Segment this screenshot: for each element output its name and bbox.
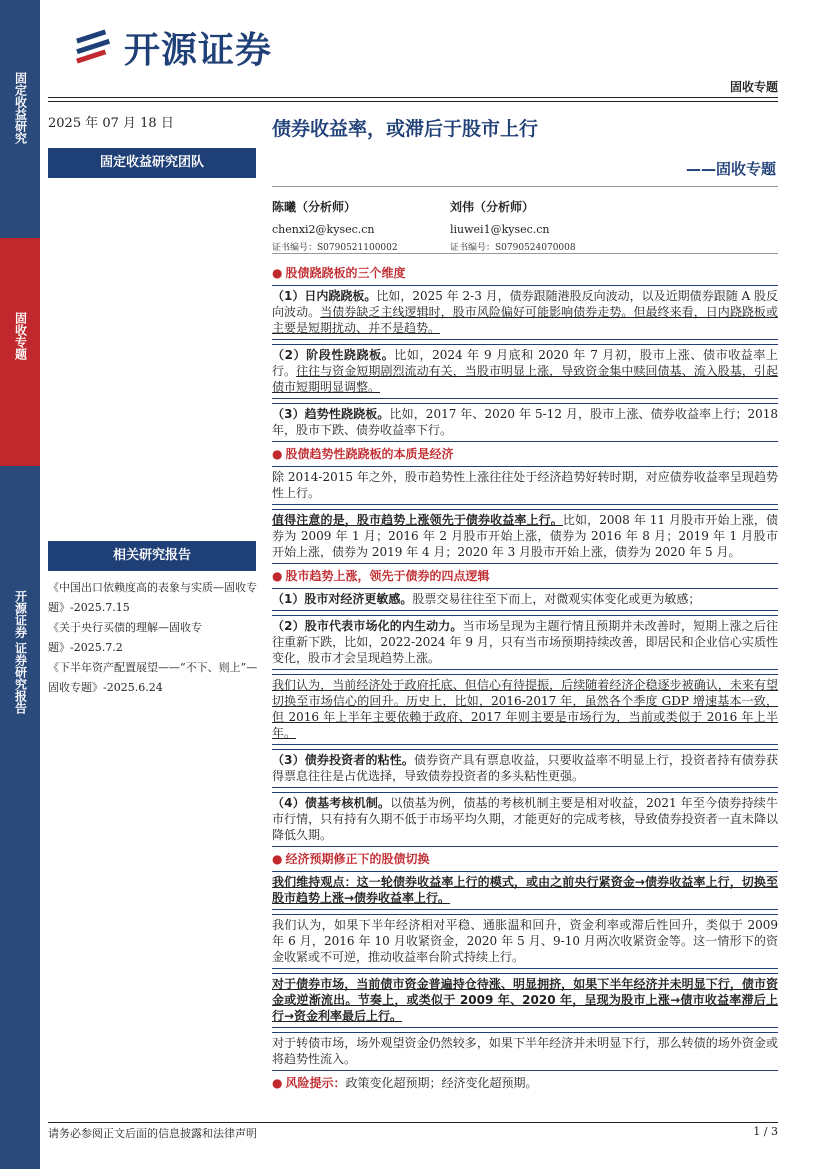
sidebar-label-fixed-income: 固定收益研究 bbox=[13, 72, 28, 144]
section-heading: ● 股市趋势上涨，领先于债券的四点逻辑 bbox=[272, 569, 490, 583]
title-rule bbox=[272, 186, 778, 187]
analyst-cert: 证书编号：S0790521100002 bbox=[272, 243, 398, 253]
left-sidebar bbox=[0, 0, 40, 1169]
paragraph: （4）债基考核机制。以债基为例，债基的考核机制主要是相对收益，2021 年至今债券持续牛市行情，只有持有久期不低于市场平均久期，才能更好的完成考核，导致债券投资者一直未降以降低久期。 bbox=[272, 792, 778, 847]
company-logo bbox=[72, 22, 272, 73]
analyst-card bbox=[272, 198, 398, 253]
main-content bbox=[272, 262, 778, 1091]
paragraph: （3）债券投资者的粘性。债券资产具有票息收益，只要收益率不明显上行，投资者持有债券获得票息往往是占优选择，导致债券投资者的多头粘性更强。 bbox=[272, 749, 778, 788]
paragraph: 对于转债市场，场外观望资金仍然较多，如果下半年经济并未明显下行，那么转债的场外资金或将趋势性流入。 bbox=[272, 1032, 778, 1071]
related-report-link[interactable]: 《关于央行买债的理解—固收专题》-2025.7.2 bbox=[48, 621, 202, 654]
paragraph: （2）阶段性跷跷板。比如，2024 年 9 月底和 2020 年 7 月初，股市上涨、债市收益率上行。往往与资金短期剧烈流动有关，当股市明显上涨，导致资金集中赎回债基、流入股基，引起债市短期明显调整。 bbox=[272, 344, 778, 399]
paragraph: 值得注意的是，股市趋势上涨领先于债券收益率上行。比如，2008 年 11 月股市开始上涨，债券为 2009 年 1 月；2016 年 2 月股市开始上涨，债券为 2016 年 8 月；2019 年 1 月股市开始上涨，债券为 2019 年 4 月；2020 年 3 月股市开始上涨，债券为 2020 年 5 月。 bbox=[272, 509, 778, 564]
related-report-link[interactable]: 《中国出口依赖度高的表象与实质—固收专题》-2025.7.15 bbox=[48, 581, 257, 614]
sidebar-label-topic: 固收专题 bbox=[13, 312, 28, 360]
section-heading: ● 经济预期修正下的股债切换 bbox=[272, 852, 430, 866]
analyst-email[interactable]: chenxi2@kysec.cn bbox=[272, 223, 375, 236]
paragraph: （3）趋势性跷跷板。比如，2017 年、2020 年 5-12 月，股市上涨、债券收益率上行；2018 年，股市下跌、债券收益率下行。 bbox=[272, 403, 778, 442]
section-heading: ● 股债趋势性跷跷板的本质是经济 bbox=[272, 447, 454, 461]
paragraph: （1）股市对经济更敏感。股票交易往往至下而上，对微观实体变化或更为敏感； bbox=[272, 588, 778, 611]
related-reports-list bbox=[48, 578, 260, 698]
analyst-email[interactable]: liuwei1@kysec.cn bbox=[450, 223, 550, 236]
paragraph: 我们认为，如果下半年经济相对平稳、通胀温和回升，资金利率或滞后性回升，类似于 2009 年 6 月，2016 年 10 月收紧资金，2020 年 5 月、9-10 月两次收紧资金等。这一情形下的资金收紧或不可逆，推动收益率台阶式持续上行。 bbox=[272, 914, 778, 969]
paragraph: 除 2014-2015 年之外，股市趋势性上涨往往处于经济趋势好转时期，对应债券收益率呈现趋势性上行。 bbox=[272, 466, 778, 505]
logo-text: 开源证券 bbox=[124, 30, 273, 71]
report-date: 2025 年 07 月 18 日 bbox=[48, 116, 174, 131]
paragraph: 我们维持观点：这一轮债券收益率上行的模式，或由之前央行紧资金→债券收益率上行，切换至股市趋势上涨→债券收益率上行。 bbox=[272, 871, 778, 910]
sidebar-label-report: 开源证券 证券研究报告 bbox=[13, 590, 28, 715]
header-rule bbox=[48, 97, 778, 98]
footer-disclaimer: 请务必参阅正文后面的信息披露和法律声明 bbox=[48, 1127, 257, 1140]
paragraph: 我们认为，当前经济处于政府托底、但信心有待提振，后续随着经济企稳逐步被确认，未来有望切换至市场信心的回升。历史上，比如，2016-2017 年，虽然各个季度 GDP 增速基本一致，但 2016 年上半年主要依赖于政府、2017 年则主要是市场行为，当前或类似于 2016 年上半年。 bbox=[272, 674, 778, 745]
footer-rule bbox=[48, 1122, 778, 1123]
related-report-link[interactable]: 《下半年资产配置展望——“不下、则上”—固收专题》-2025.6.24 bbox=[48, 661, 258, 694]
analyst-card bbox=[450, 198, 576, 253]
analyst-name: 陈曦（分析师） bbox=[272, 200, 357, 214]
paragraph: 对于债券市场，当前债市资金普遍持仓待涨、明显拥挤，如果下半年经济并未明显下行，债市资金或逆渐流出。节奏上，或类似于 2009 年、2020 年，呈现为股市上涨→债市收益率滞后上行→资金利率最后上行。 bbox=[272, 973, 778, 1028]
analyst-name: 刘伟（分析师） bbox=[450, 200, 535, 214]
section-heading: ● 股债跷跷板的三个维度 bbox=[272, 266, 406, 280]
analyst-cert: 证书编号：S0790524070008 bbox=[450, 243, 576, 253]
page-number: 1 / 3 bbox=[753, 1125, 778, 1138]
header-tag: 固收专题 bbox=[729, 80, 778, 94]
risk-note: ● 风险提示：政策变化超预期；经济变化超预期。 bbox=[272, 1076, 538, 1090]
analyst-rule bbox=[272, 253, 778, 254]
report-title: 债券收益率，或滞后于股市上行 bbox=[272, 118, 539, 140]
paragraph: （1）日内跷跷板。比如，2025 年 2-3 月，债券跟随港股反向波动，以及近期债券跟随 A 股反向波动。当债券缺乏主线逻辑时，股市风险偏好可能影响债券走势。但最终来看，日内跷跷板或主要是短期扰动、并不是趋势。 bbox=[272, 285, 778, 340]
paragraph: （2）股市代表市场化的内生动力。当市场呈现为主题行情且预期并未改善时，短期上涨之后往往重新下跌，比如，2022-2024 年 9 月，只有当市场预期持续改善，即居民和企业信心实质性变化，股市才会呈现趋势上涨。 bbox=[272, 615, 778, 670]
report-subtitle: ——固收专题 bbox=[685, 160, 776, 178]
header-rule-thin bbox=[48, 101, 778, 102]
team-badge: 固定收益研究团队 bbox=[48, 148, 256, 178]
related-reports-heading: 相关研究报告 bbox=[48, 541, 256, 571]
logo-mark-icon bbox=[72, 26, 116, 70]
